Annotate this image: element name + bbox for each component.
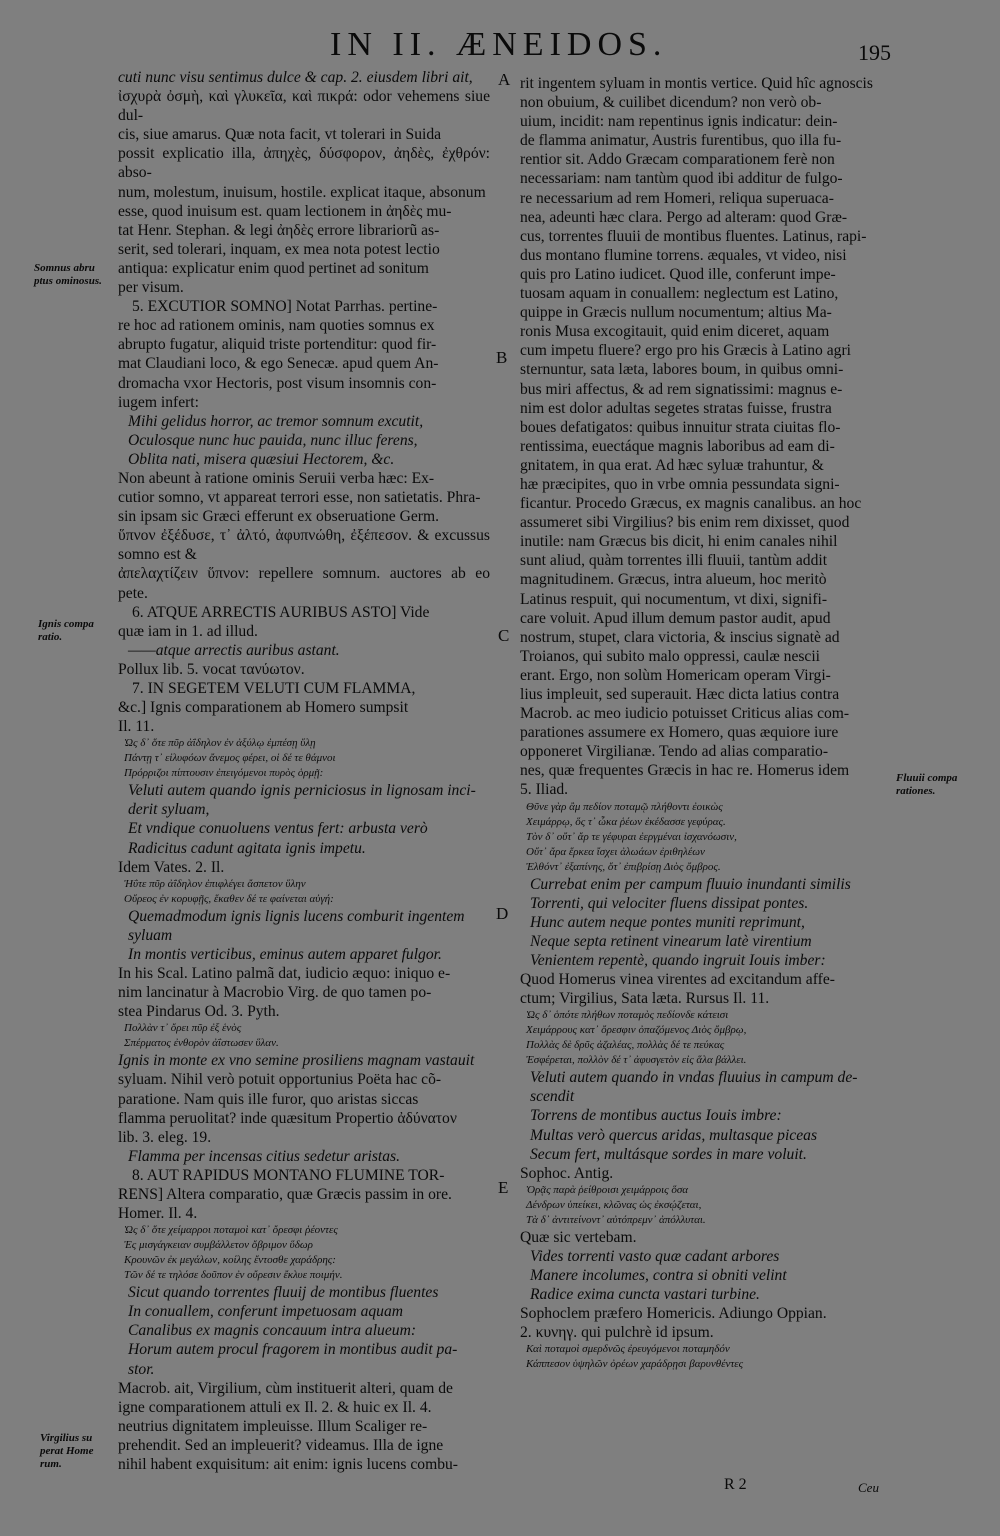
greek-line: Καὶ ποταμοὶ σμερδνῶς ἐρευγόμενοι ποταμηδόν xyxy=(526,1343,730,1356)
greek-line: Δένδρων ὑπείκει, κλῶνας ὡς ἐκσῴζεται, xyxy=(526,1198,702,1211)
text-line: re hoc ad rationem ominis, nam quoties somnus ex xyxy=(118,317,435,335)
text-line: cum impetu fluere? ergo pro his Græcis à Latino agri xyxy=(520,342,851,360)
verse-line: Quemadmodum ignis lignis lucens comburit ingentem xyxy=(128,907,465,925)
text-line: ἀπελαχτίζειν ὕπνον: repellere somnum. auctores ab eo pete. xyxy=(118,565,490,602)
verse-line: Oculosque nunc huc pauida, nunc illuc ferens, xyxy=(128,431,418,449)
text-line: Ignis in monte ex vno semine prosiliens magnam vastauit xyxy=(118,1052,475,1070)
text-line: Quod Homerus vinea virentes ad excitandum affe- xyxy=(520,971,835,989)
text-line: cis, siue amarus. Quæ nota facit, vt tolerari in Suida xyxy=(118,126,442,144)
verse-line: Torrenti, qui velociter fluens dissipat pontes. xyxy=(530,894,809,912)
greek-line: Πολλὰς δὲ δρῦς ἀζαλέας, πολλὰς δέ τε πεύκας xyxy=(526,1039,725,1052)
text-line: cuti nunc visu sentimus dulce & cap. 2. eiusdem libri ait, xyxy=(118,69,473,86)
text-line: nihil habent exquisitum: ait enim: ignis lucens combu- xyxy=(118,1456,458,1473)
text-line: Troianos, qui subito malo oppressi, caulæ nescii xyxy=(520,647,821,665)
text-line: rentior sit. Addo Græcam comparationem ferè non xyxy=(520,151,835,169)
greek-line: Ἠΰτε πῦρ ἀΐδηλον ἐπιφλέγει ἄσπετον ὕλην xyxy=(124,877,306,890)
greek-line: Τὸν δ᾽ οὔτ᾽ ἄρ τε γέφυραι ἐεργμέναι ἰσχανόωσιν, xyxy=(526,830,737,843)
text-line: possit explicatio illa, ἀπηχὲς, δύσφορον, ἀηδὲς, ἐχθρόν: abso- xyxy=(118,145,490,182)
margin-note-fluuii: Fluuii compa rationes. xyxy=(896,772,958,797)
verse-line: Venientem repentè, quando ingruit Iouis imber: xyxy=(530,951,826,969)
text-line: ronis Musa excogitauit, quid enim diceret, aquam xyxy=(520,323,830,341)
greek-line: Ὁρᾷς παρὰ ῥείθροισι χειμάρροις ὅσα xyxy=(526,1183,689,1196)
text-line: de flamma animatur, Austris furentibus, quo illa fu- xyxy=(520,132,842,150)
text-line: mat Claudiani loco, & ego Senecæ. apud quem An- xyxy=(118,355,439,373)
text-line: iugem infert: xyxy=(118,393,199,411)
section-letter-b: B xyxy=(496,348,508,367)
text-line: Homer. Il. 4. xyxy=(118,1205,198,1223)
text-line: sunt aliud, quàm torrentes illi fluuii, tantùm addit xyxy=(520,552,828,570)
text-line: 7. IN SEGETEM VELUTI CUM FLAMMA, xyxy=(132,680,416,697)
greek-line: Οὔτ᾽ ἄρα ἕρκεα ἴσχει ἀλωάων ἐριθηλέων xyxy=(526,845,705,858)
text-line: quippe in Græcis nullum nocumentum; altius Ma- xyxy=(520,304,832,322)
margin-note-ignis: Ignis compa ratio. xyxy=(38,618,94,643)
text-line: nim est dolor adultas segetes stratas fuisse, frustra xyxy=(520,399,832,417)
text-line: serit, sed tolerari, inquam, ex mea nota potest lectio xyxy=(118,240,440,258)
text-line: sin ipsam sic Græci efferunt ex obseruatione Germ. xyxy=(118,508,440,526)
text-line: assumeret sibi Virgilius? bis enim rem dixisset, quod xyxy=(520,514,850,532)
text-line: Macrob. ait, Virgilium, cùm instituerit alteri, quam de xyxy=(118,1379,453,1397)
verse-line: Canalibus ex magnis concauum intra alueum: xyxy=(128,1322,417,1340)
right-column xyxy=(520,74,892,1372)
text-line: Macrob. ac meo iudicio potuisset Criticus alias com- xyxy=(520,705,850,723)
text-line: per visum. xyxy=(118,279,184,297)
verse-line: Veluti autem quando ignis perniciosus in lignosam inci- xyxy=(128,782,476,800)
text-line: ficantur. Procedo Græcus, ex magnis canalibus. an hoc xyxy=(520,495,862,513)
text-line: non obuium, & cuilibet dicendum? non verò ob- xyxy=(520,94,822,112)
text-line: nes, quæ frequentes Græcis in hac re. Homerus idem xyxy=(520,762,850,780)
greek-line: Ἐσφέρεται, πολλὸν δέ τ᾽ ἀφυσγετὸν εἰς ἅλα βάλλει. xyxy=(526,1054,747,1067)
text-line: 2. κυνηγ. qui pulchrè id ipsum. xyxy=(520,1324,714,1342)
text-line: dus montano flumine torrens. æquales, vt video, nisi xyxy=(520,246,847,264)
greek-line: Ὡς δ᾽ ὅτε χείμαρροι ποταμοὶ κατ᾽ ὄρεσφι ῥέοντες xyxy=(124,1224,338,1237)
greek-line: Ὡς δ᾽ ὁπότε πλήθων ποταμὸς πεδίονδε κάτεισι xyxy=(526,1009,729,1022)
greek-line: Πρόρριζοι πίπτουσιν ἐπειγόμενοι πυρὸς ὁρμῇ: xyxy=(124,767,324,780)
text-line: RENS] Altera comparatio, quæ Græcis passim in ore. xyxy=(118,1185,452,1203)
text-line: esse, quod inuisum est. quam lectionem in ἀηδὲς mu- xyxy=(118,202,452,220)
text-line: 5. EXCUTIOR SOMNO] Notat Parrhas. pertine- xyxy=(132,298,438,316)
verse-line: ——atque arrectis auribus astant. xyxy=(128,641,340,659)
running-header: IN II. ÆNEIDOS. xyxy=(330,26,668,63)
section-letter-a: A xyxy=(498,70,511,89)
text-line: 6. ATQUE ARRECTIS AURIBUS ASTO] Vide xyxy=(132,603,430,621)
section-letter-c: C xyxy=(498,626,510,645)
greek-line: Κρουνῶν ἐκ μεγάλων, κοίλης ἔντοσθε χαράδρης: xyxy=(124,1254,336,1267)
text-line: Latinus respuit, qui nocumentum, vt dixi, signifi- xyxy=(520,590,828,608)
left-column xyxy=(118,68,490,1474)
text-line: lius impleuit, sed superauit. Hæc dicta latius contra xyxy=(520,686,840,703)
verse-line: derit syluam, xyxy=(128,801,210,819)
text-line: parationes assumere ex Homero, quas æquiore iure xyxy=(520,724,839,742)
text-line: igne comparationem attuli ex Il. 2. & huic ex Il. 4. xyxy=(118,1398,432,1416)
text-line: Sophoclem præfero Homericis. Adiungo Oppian. xyxy=(520,1305,827,1323)
text-line: inutile: nam Græcus bis dicit, hi enim canales nihil xyxy=(520,533,838,551)
greek-line: Πάντῃ τ᾽ εἰλυφόων ἄνεμος φέρει, οἱ δέ τε θάμνοι xyxy=(124,752,336,765)
text-line: nea, adeunti hæc clara. Pergo ad alteram: quod Græ- xyxy=(520,208,848,226)
verse-line: In conuallem, conferunt impetuosam aquam xyxy=(128,1303,404,1321)
text-line: magnitudinem. Græcus, intra alueum, hoc meritò xyxy=(520,571,827,589)
verse-line: Secum fert, multásque sordes in mare voluit. xyxy=(530,1145,807,1163)
verse-line: In montis verticibus, eminus autem apparet fulgor. xyxy=(128,945,442,963)
text-line: stea Pindarus Od. 3. Pyth. xyxy=(118,1003,280,1021)
verse-line: scendit xyxy=(530,1088,575,1106)
verse-line: Neque septa retinent vinearum latè virentium xyxy=(530,932,812,950)
text-line: Sophoc. Antig. xyxy=(520,1164,614,1182)
text-line: quæ iam in 1. ad illud. xyxy=(118,622,258,640)
text-line: quis pro Latino iudicet. Quod ille, conferunt impe- xyxy=(520,265,836,283)
verse-line: Horum autem procul fragorem in montibus audit pa- xyxy=(128,1341,458,1359)
text-line: dromacha vxor Hectoris, post visum insomnis con- xyxy=(118,374,437,392)
verse-line: Currebat enim per campum fluuio inundanti similis xyxy=(530,875,851,893)
verse-line: Mihi gelidus horror, ac tremor somnum excutit, xyxy=(128,412,424,430)
greek-line: Πολλὰν τ᾽ ὄρει πῦρ ἐξ ἑνὸς xyxy=(124,1022,242,1035)
text-line: boues defatigatos: quibus innuitur strata ciuitas flo- xyxy=(520,418,841,436)
text-line: Quæ sic vertebam. xyxy=(520,1228,637,1246)
verse-line: Et vndique conuoluens ventus fert: arbusta verò xyxy=(128,820,428,838)
text-line: necessariam: nam tantùm quod ibi additur de fulgo- xyxy=(520,170,843,188)
verse-line: Vides torrenti vasto quæ cadant arbores xyxy=(530,1247,780,1265)
text-line: neutrius dignitatem impleuisse. Illum Scaliger re- xyxy=(118,1417,428,1435)
page-number: 195 xyxy=(858,40,891,65)
verse-line: Veluti autem quando in vndas fluuius in campum de- xyxy=(530,1069,858,1087)
text-line: re necessarium ad rem Homeri, reliqua superuaca- xyxy=(520,189,834,207)
catchword: Ceu xyxy=(858,1480,879,1495)
text-line: antiqua: explicatur enim quod pertinet ad sonitum xyxy=(118,259,429,277)
text-line: Non abeunt à ratione ominis Seruii verba hæc: Ex- xyxy=(118,469,435,487)
text-line: ὕπνον ἐξέδυσε, τ᾽ ἀλτό, ἀφυπνώθη, ἐξέπεσον. & excussus somno est & xyxy=(118,527,490,564)
verse-line: Manere incolumes, contra si obniti velint xyxy=(530,1266,787,1284)
text-line: syluam. Nihil verò potuit opportunius Poëta hac cõ- xyxy=(118,1071,442,1089)
text-line: tuosam aquam in conuallem: neglectum est Latino, xyxy=(520,285,839,303)
text-line: Pollux lib. 5. vocat τανύωτον. xyxy=(118,660,305,678)
greek-line: Θῦνε γὰρ ἂμ πεδίον ποταμῷ πλήθοντι ἐοικὼς xyxy=(526,800,723,813)
text-line: gnitatem, in qua erat. Ad hæc syluæ trahuntur, & xyxy=(520,456,824,474)
text-line: rentissima, euectáque magnis laboribus ad eam di- xyxy=(520,437,835,455)
text-line: erant. Ergo, non solùm Homericam operam Virgi- xyxy=(520,666,831,684)
verse-line: Sicut quando torrentes fluuij de montibus fluentes xyxy=(128,1284,439,1302)
text-line: opponeret Virgilianæ. Tendo ad alias comparatio- xyxy=(520,743,829,761)
text-line: nim lancinatur à Macrobio Virg. de quo tamen po- xyxy=(118,984,432,1002)
text-line: prehendit. Sed an impleuerit? videamus. Illa de igne xyxy=(118,1436,444,1454)
margin-note-somnus: Somnus abru ptus ominosus. xyxy=(34,262,102,287)
text-line: lib. 3. eleg. 19. xyxy=(118,1128,212,1146)
text-line: cutior somno, vt appareat terrori esse, non satietatis. Phra- xyxy=(118,489,481,507)
text-line: ctum; Virgilius, Sata læta. Rursus Il. 11. xyxy=(520,990,770,1008)
text-line: hæ præcipites, quo in vrbe omnia pessundata signi- xyxy=(520,475,840,493)
text-line: Idem Vates. 2. Il. xyxy=(118,858,225,876)
text-line: tat Henr. Stephan. & legi ἀηδὲς errore librariorũ as- xyxy=(118,221,440,239)
text-line: cus, torrentes fluuii de montibus fluentes. Latinus, rapi- xyxy=(520,227,867,245)
text-line: care voluit. Apud illum demum pastor audit, apud xyxy=(520,609,831,627)
greek-line: Χειμάρρῳ, ὅς τ᾽ ὦκα ῥέων ἐκέδασσε γεφύρας. xyxy=(526,815,726,828)
text-line: abrupto fugatur, aliquid triste portenditur: quod fir- xyxy=(118,336,437,354)
text-line: rit ingentem syluam in montis vertice. Quid hîc agnoscis xyxy=(520,75,873,92)
verse-line: Multas verò quercus aridas, multasque piceas xyxy=(530,1126,818,1144)
greek-line: Ἐλθόντ᾽ ἐξαπίνης, ὅτ᾽ ἐπιβρίσῃ Διὸς ὄμβρος. xyxy=(526,860,721,873)
greek-line: Κάππεσον ὑψηλῶν ὀρέων χαράδρῃσι βαρυνθέντες xyxy=(526,1358,744,1371)
text-line: &c.] Ignis comparationem ab Homero sumpsit xyxy=(118,699,409,717)
text-line: Il. 11. xyxy=(118,718,155,736)
verse-line: Radice exima cuncta vastari turbine. xyxy=(530,1286,760,1304)
signature-mark: R 2 xyxy=(724,1476,747,1493)
verse-line: Radicitus cadunt agitata ignis impetu. xyxy=(128,839,366,857)
verse-line: Hunc autem neque pontes muniti reprimunt, xyxy=(530,913,805,931)
text-line: ἰσχυρὰ ὀσμὴ, καὶ γλυκεῖα, καὶ πικρά: odor vehemens siue dul- xyxy=(118,88,490,125)
text-line: uium, incidit: nam repentinus ignis indicatur: dein- xyxy=(520,113,838,131)
section-letter-e: E xyxy=(498,1178,509,1197)
greek-line: Ἐς μισγάγκειαν συμβάλλετον ὄβριμον ὕδωρ xyxy=(124,1239,313,1252)
text-line: In his Scal. Latino palmã dat, iudicio æquo: iniquo e- xyxy=(118,965,451,983)
section-letter-d: D xyxy=(496,904,509,923)
verse-line: Flamma per incensas citius sedetur aristas. xyxy=(128,1147,401,1165)
greek-line: Χειμάρρους κατ᾽ ὄρεσφιν ὀπαζόμενος Διὸς ὄμβρῳ, xyxy=(526,1024,747,1037)
text-line: 8. AUT RAPIDUS MONTANO FLUMINE TOR- xyxy=(132,1166,445,1184)
verse-line: stor. xyxy=(128,1360,155,1378)
verse-line: Oblita nati, misera quæsiui Hectorem, &c. xyxy=(128,450,395,468)
text-line: paratione. Nam quis ille furor, quo aristas siccas xyxy=(118,1090,419,1108)
text-line: 5. Iliad. xyxy=(520,781,569,799)
greek-line: Οὔρεος ἐν κορυφῇς, ἕκαθεν δέ τε φαίνεται αὐγή: xyxy=(124,892,334,905)
text-line: nostrum, stupet, clara victoria, & inscius signatè ad xyxy=(520,628,840,646)
text-line: flamma peruolitat? inde quæsitum Propertio ἀδύνατον xyxy=(118,1109,457,1127)
greek-line: Τῶν δέ τε τηλόσε δοῦπον ἐν οὔρεσιν ἔκλυε ποιμήν. xyxy=(124,1269,343,1282)
text-line: sternuntur, sata læta, labores boum, in quibus omni- xyxy=(520,361,844,379)
greek-line: Τὰ δ᾽ ἀντιτείνοντ᾽ αὐτόπρεμν᾽ ἀπόλλυται. xyxy=(526,1213,706,1226)
margin-note-virgilius: Virgilius su perat Home rum. xyxy=(40,1432,94,1470)
text-line: num, molestum, inuisum, hostile. explicat itaque, absonum xyxy=(118,183,486,201)
greek-line: Ὡς δ᾽ ὅτε πῦρ ἀΐδηλον ἐν ἀξύλῳ ἐμπέσῃ ὕλῃ xyxy=(124,737,316,750)
text-line: bus miri affectus, & ad rem signatissimi: magnus e- xyxy=(520,380,843,398)
verse-line: syluam xyxy=(128,926,173,944)
verse-line: Torrens de montibus auctus Iouis imbre: xyxy=(530,1107,782,1125)
greek-line: Σπέρματος ἐνθορὸν ἀΐστωσεν ὕλαν. xyxy=(124,1037,279,1050)
